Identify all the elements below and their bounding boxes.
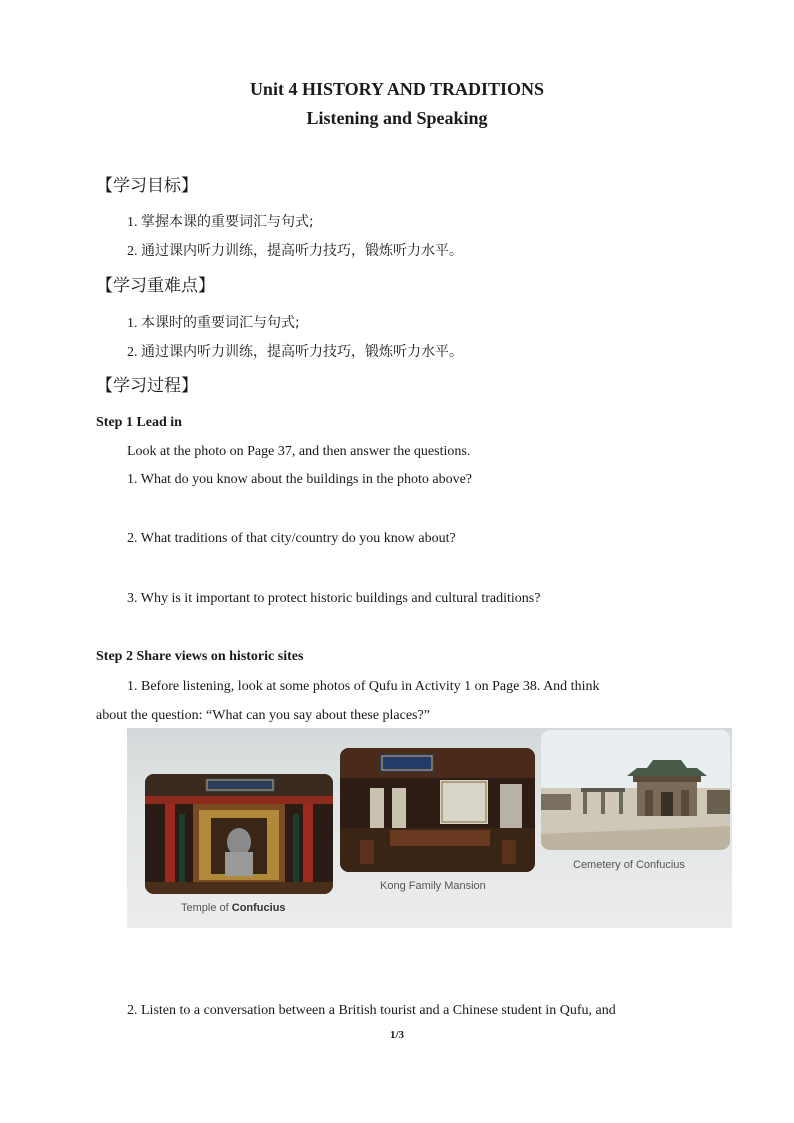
key-points-heading: 【学习重难点】 — [96, 276, 215, 296]
key-point-text: 本课时的重要词汇与句式; — [141, 315, 300, 331]
step1-question: 2. What traditions of that city/country do you know about? — [127, 531, 456, 546]
step1-heading: Step 1 Lead in — [96, 415, 182, 430]
cemetery-of-confucius-photo — [541, 730, 730, 850]
step1-question: 1. What do you know about the buildings in the photo above? — [127, 472, 473, 487]
key-point-text: 通过课内听力训练，提高听力技巧，锻炼听力水平。 — [141, 344, 463, 360]
objectives-heading: 【学习目标】 — [96, 176, 198, 196]
objective-number: 1. — [127, 215, 138, 230]
temple-of-confucius-caption: Temple of Confucius — [181, 902, 286, 914]
objective-number: 2. — [127, 244, 138, 259]
step2-paragraph2-line1: 2. Listen to a conversation between a British tourist and a Chinese student in Qufu, and — [127, 1003, 616, 1018]
page-number: 1/3 — [389, 1029, 405, 1041]
document-title: Unit 4 HISTORY AND TRADITIONS — [249, 79, 545, 99]
temple-of-confucius-photo — [145, 774, 333, 894]
kong-family-mansion-caption: Kong Family Mansion — [380, 880, 486, 892]
process-heading: 【学习过程】 — [96, 376, 198, 396]
cemetery-of-confucius-caption: Cemetery of Confucius — [573, 859, 685, 871]
step2-paragraph1-line2: about the question: “What can you say about these places?” — [96, 708, 430, 723]
key-point-item — [127, 312, 300, 332]
step2-paragraph1-line1: 1. Before listening, look at some photos of Qufu in Activity 1 on Page 38. And think — [127, 679, 600, 694]
step1-question: 3. Why is it important to protect historic buildings and cultural traditions? — [127, 591, 541, 606]
objective-text: 掌握本课的重要词汇与句式; — [141, 214, 314, 230]
objective-item — [127, 211, 314, 231]
key-point-number: 2. — [127, 345, 138, 360]
key-point-number: 1. — [127, 316, 138, 331]
objective-text: 通过课内听力训练，提高听力技巧，锻炼听力水平。 — [141, 243, 463, 259]
step1-intro: Look at the photo on Page 37, and then answer the questions. — [127, 444, 471, 459]
key-point-item — [127, 341, 463, 361]
document-subtitle: Listening and Speaking — [306, 108, 488, 128]
qufu-photos — [127, 728, 732, 928]
step2-heading: Step 2 Share views on historic sites — [96, 649, 304, 664]
objective-item — [127, 240, 463, 260]
kong-family-mansion-photo — [340, 748, 535, 872]
